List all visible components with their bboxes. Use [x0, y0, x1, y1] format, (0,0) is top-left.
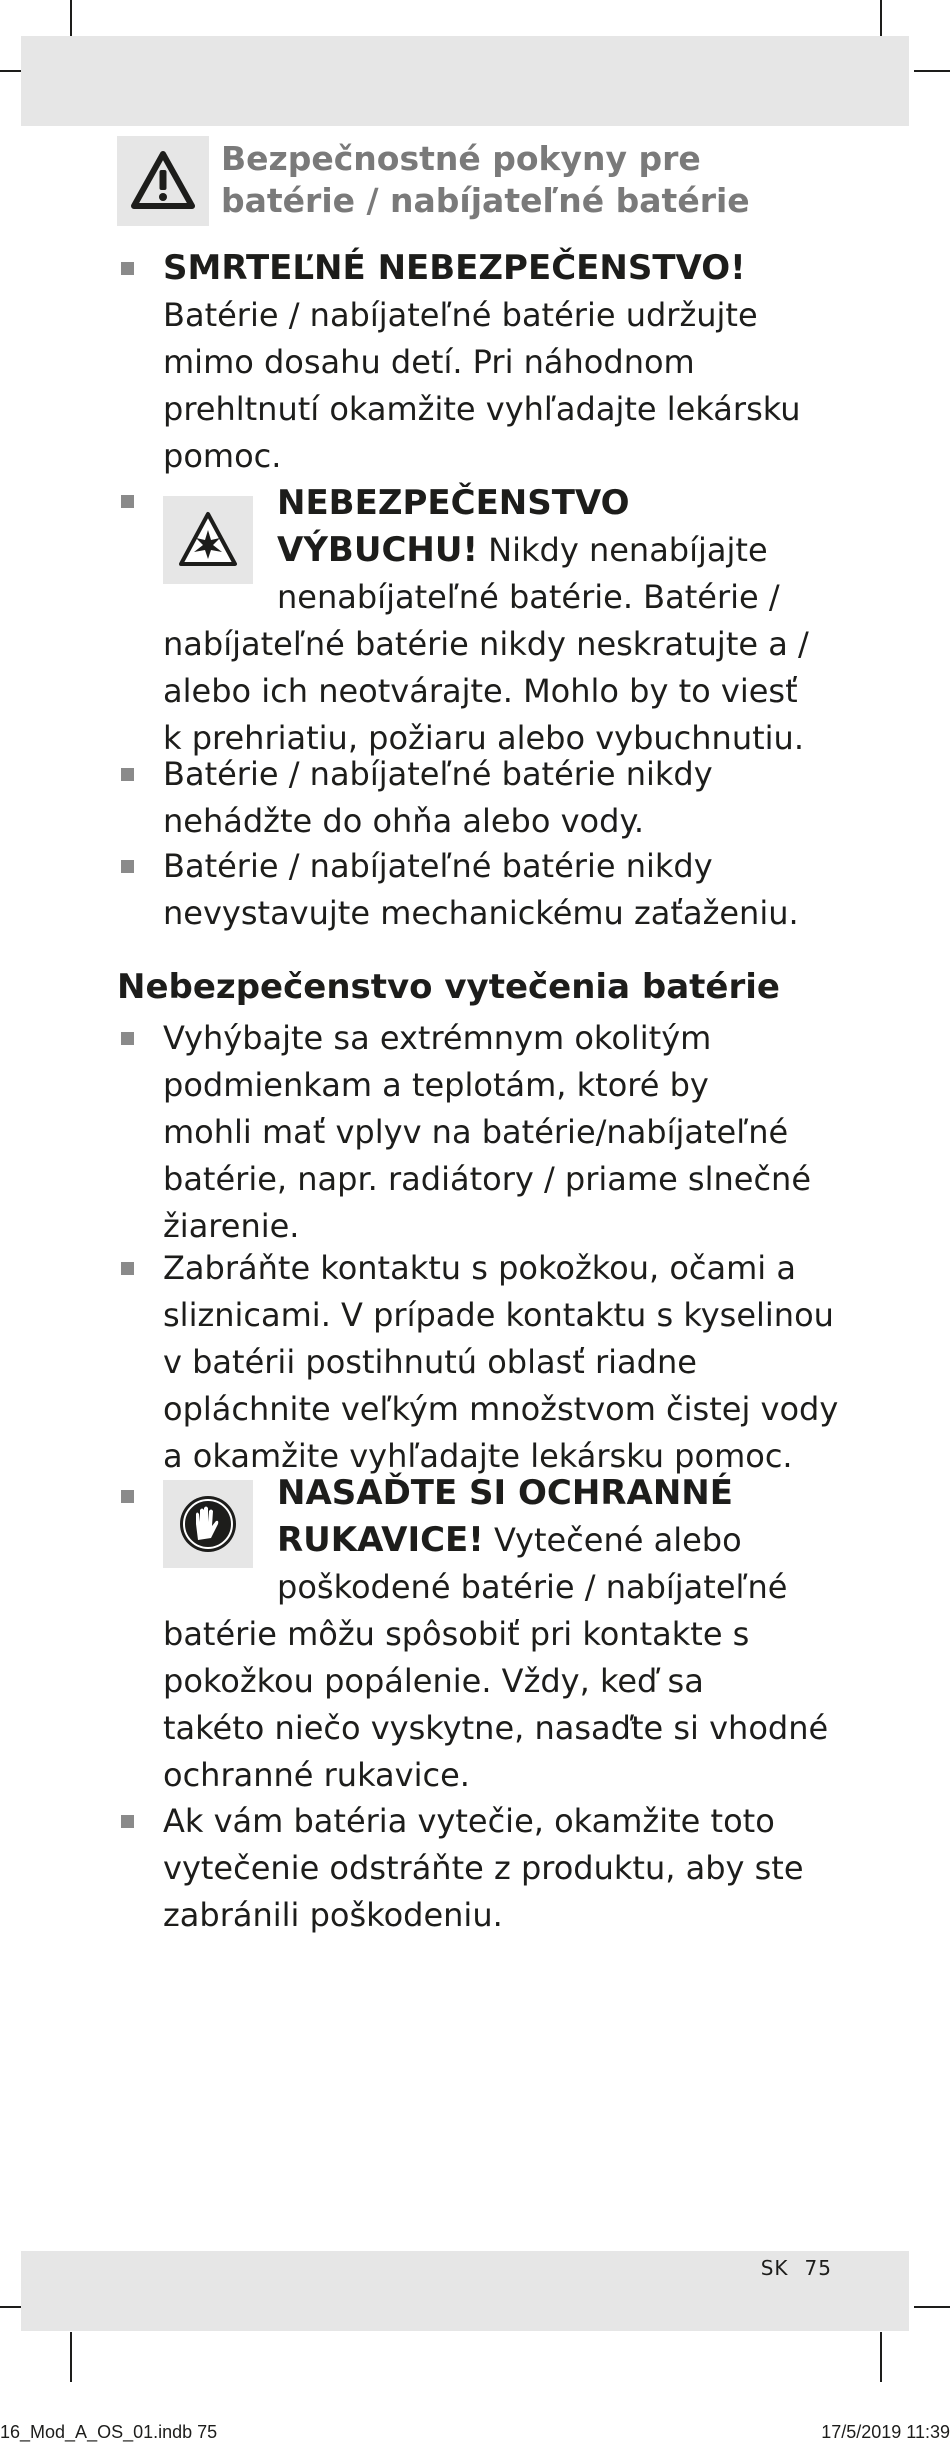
language-code: SK — [760, 2256, 789, 2280]
list-item — [163, 1798, 848, 1939]
list-item — [163, 751, 848, 845]
crop-mark — [70, 2332, 72, 2382]
crop-mark — [880, 0, 882, 36]
warning-triangle-icon — [131, 150, 195, 210]
item-line: k prehriatiu, požiaru alebo vybuchnutiu. — [163, 719, 804, 757]
item-line — [163, 527, 848, 574]
item-line: poškodené batérie / nabíjateľné — [277, 1568, 788, 1606]
bullet-marker — [121, 1262, 134, 1275]
crop-mark — [914, 2306, 950, 2308]
item-line: opláchnite veľkým množstvom čistej vody — [163, 1390, 839, 1428]
item-line: zabránili poškodeniu. — [163, 1896, 503, 1934]
item-line-rest: Vytečené alebo — [483, 1521, 742, 1559]
bullet-marker — [121, 768, 134, 781]
item-bold-title: SMRTEĽNÉ NEBEZPEČENSTVO! — [163, 248, 746, 288]
item-line: Ak vám batéria vytečie, okamžite toto — [163, 1802, 775, 1840]
crop-mark — [70, 0, 72, 36]
subsection-title: Nebezpečenstvo vytečenia batérie — [117, 967, 780, 1007]
item-line: mimo dosahu detí. Pri náhodnom — [163, 343, 695, 381]
item-line: podmienkam a teplotám, ktoré by — [163, 1066, 709, 1104]
section-title-line2: batérie / nabíjateľné batérie — [221, 181, 750, 220]
list-item — [163, 1470, 848, 1799]
bullet-marker — [121, 262, 134, 275]
section-title — [221, 138, 750, 222]
item-line: nehádžte do ohňa alebo vody. — [163, 802, 644, 840]
crop-mark — [914, 70, 950, 72]
item-line: nabíjateľné batérie nikdy neskratujte a / — [163, 625, 809, 663]
item-line: nevystavujte mechanickému zaťaženiu. — [163, 894, 799, 932]
list-item — [163, 245, 848, 480]
item-line: Batérie / nabíjateľné batérie nikdy — [163, 847, 713, 885]
list-item — [163, 843, 848, 937]
item-line: takéto niečo vyskytne, nasaďte si vhodné — [163, 1709, 829, 1747]
item-line: pomoc. — [163, 437, 282, 475]
bullet-marker — [121, 860, 134, 873]
item-line: mohli mať vplyv na batérie/nabíjateľné — [163, 1113, 789, 1151]
item-line: sliznicami. V prípade kontaktu s kyselinou — [163, 1296, 834, 1334]
item-bold-title: VÝBUCHU! — [277, 530, 478, 570]
item-line-rest: Nikdy nenabíjajte — [477, 531, 768, 569]
list-item — [163, 1245, 848, 1480]
bullet-marker — [121, 1490, 134, 1503]
page-footer — [761, 2256, 832, 2280]
bullet-marker — [121, 1032, 134, 1045]
list-item — [163, 1015, 848, 1250]
item-line — [163, 1517, 848, 1564]
warning-box — [117, 136, 209, 226]
item-line: a okamžite vyhľadajte lekársku pomoc. — [163, 1437, 793, 1475]
item-line: ochranné rukavice. — [163, 1756, 470, 1794]
item-line: Vyhýbajte sa extrémnym okolitým — [163, 1019, 712, 1057]
item-line: Zabráňte kontaktu s pokožkou, očami a — [163, 1249, 796, 1287]
item-line: batérie, napr. radiátory / priame slnečné — [163, 1160, 812, 1198]
item-line: Batérie / nabíjateľné batérie udržujte — [163, 296, 758, 334]
list-item — [163, 480, 848, 762]
item-line: alebo ich neotvárajte. Mohlo by to viesť — [163, 672, 798, 710]
crop-mark — [880, 2332, 882, 2382]
page-number: 75 — [804, 2256, 832, 2280]
item-line: prehltnutí okamžite vyhľadajte lekársku — [163, 390, 801, 428]
item-bold-title: NASAĎTE SI OCHRANNÉ — [277, 1473, 733, 1513]
section-title-line1: Bezpečnostné pokyny pre — [221, 139, 701, 178]
item-line: žiarenie. — [163, 1207, 300, 1245]
item-bold-title: RUKAVICE! — [277, 1520, 484, 1560]
item-bold-title: NEBEZPEČENSTVO — [277, 483, 630, 523]
item-line: nenabíjateľné batérie. Batérie / — [277, 578, 780, 616]
print-slug-file: 16_Mod_A_OS_01.indb 75 — [0, 2422, 218, 2442]
item-line: Batérie / nabíjateľné batérie nikdy — [163, 755, 713, 793]
item-line: vytečenie odstráňte z produktu, aby ste — [163, 1849, 804, 1887]
item-line: pokožkou popálenie. Vždy, keď sa — [163, 1662, 704, 1700]
bullet-marker — [121, 1815, 134, 1828]
section-heading — [117, 136, 837, 226]
header-band — [21, 36, 909, 126]
print-slug-date: 17/5/2019 11:39 — [821, 2422, 950, 2442]
item-line: batérie môžu spôsobiť pri kontakte s — [163, 1615, 750, 1653]
item-line: v batérii postihnutú oblasť riadne — [163, 1343, 697, 1381]
bullet-marker — [121, 495, 134, 508]
